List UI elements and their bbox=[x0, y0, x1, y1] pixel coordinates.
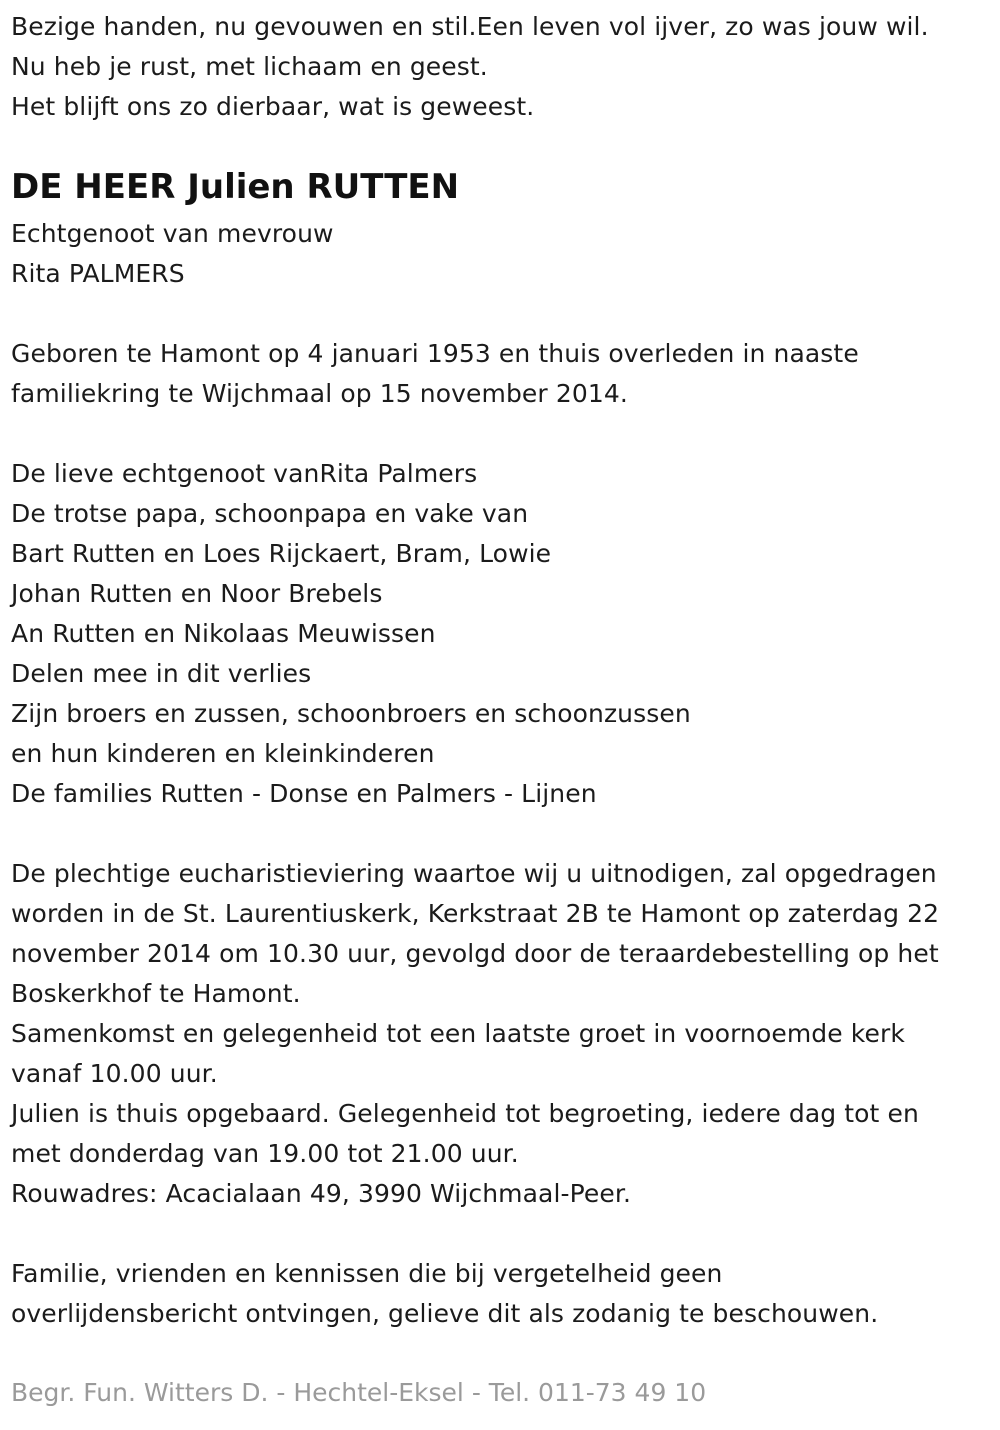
family-line: Johan Rutten en Noor Brebels bbox=[11, 579, 383, 608]
ceremony-line: vanaf 10.00 uur. bbox=[11, 1059, 218, 1088]
poem-line: Het blijft ons zo dierbaar, wat is geweest. bbox=[11, 92, 535, 121]
deceased-name-title: DE HEER Julien RUTTEN bbox=[11, 167, 460, 207]
closing-line: overlijdensbericht ontvingen, gelieve dit als zodanig te beschouwen. bbox=[11, 1299, 879, 1328]
spouse-line: Echtgenoot van mevrouw bbox=[11, 219, 334, 248]
funeral-home-footer: Begr. Fun. Witters D. - Hechtel-Eksel - Tel. 011-73 49 10 bbox=[11, 1378, 707, 1407]
family-line: Zijn broers en zussen, schoonbroers en schoonzussen bbox=[11, 699, 691, 728]
family-line: Delen mee in dit verlies bbox=[11, 659, 312, 688]
spacer bbox=[11, 814, 996, 854]
family-line: De families Rutten - Donse en Palmers - Lijnen bbox=[11, 779, 597, 808]
spouse-block bbox=[11, 214, 996, 294]
family-line: De trotse papa, schoonpapa en vake van bbox=[11, 499, 529, 528]
birth-death-line: Geboren te Hamont op 4 januari 1953 en thuis overleden in naaste bbox=[11, 339, 859, 368]
poem-line: Nu heb je rust, met lichaam en geest. bbox=[11, 52, 488, 81]
family-line: De lieve echtgenoot vanRita Palmers bbox=[11, 459, 478, 488]
ceremony-line: De plechtige eucharistieviering waartoe wij u uitnodigen, zal opgedragen bbox=[11, 859, 937, 888]
family-line: Bart Rutten en Loes Rijckaert, Bram, Lowie bbox=[11, 539, 552, 568]
ceremony-line: Rouwadres: Acacialaan 49, 3990 Wijchmaal-Peer. bbox=[11, 1179, 632, 1208]
poem-line: Bezige handen, nu gevouwen en stil.Een leven vol ijver, zo was jouw wil. bbox=[11, 12, 929, 41]
birth-death-block bbox=[11, 334, 996, 414]
ceremony-line: met donderdag van 19.00 tot 21.00 uur. bbox=[11, 1139, 519, 1168]
spacer bbox=[11, 294, 996, 334]
family-line: An Rutten en Nikolaas Meuwissen bbox=[11, 619, 436, 648]
family-block bbox=[11, 454, 996, 814]
ceremony-line: Samenkomst en gelegenheid tot een laatste groet in voornoemde kerk bbox=[11, 1019, 905, 1048]
spacer bbox=[11, 1214, 996, 1254]
closing-block bbox=[11, 1254, 996, 1334]
obituary-notice bbox=[11, 7, 996, 1334]
poem bbox=[11, 7, 996, 127]
ceremony-line: november 2014 om 10.30 uur, gevolgd door de teraardebestelling op het bbox=[11, 939, 939, 968]
spouse-line: Rita PALMERS bbox=[11, 259, 185, 288]
birth-death-line: familiekring te Wijchmaal op 15 november 2014. bbox=[11, 379, 628, 408]
ceremony-line: Boskerkhof te Hamont. bbox=[11, 979, 301, 1008]
spacer bbox=[11, 414, 996, 454]
closing-line: Familie, vrienden en kennissen die bij vergetelheid geen bbox=[11, 1259, 723, 1288]
family-line: en hun kinderen en kleinkinderen bbox=[11, 739, 435, 768]
ceremony-line: worden in de St. Laurentiuskerk, Kerkstraat 2B te Hamont op zaterdag 22 bbox=[11, 899, 940, 928]
ceremony-line: Julien is thuis opgebaard. Gelegenheid tot begroeting, iedere dag tot en bbox=[11, 1099, 919, 1128]
ceremony-block bbox=[11, 854, 996, 1214]
